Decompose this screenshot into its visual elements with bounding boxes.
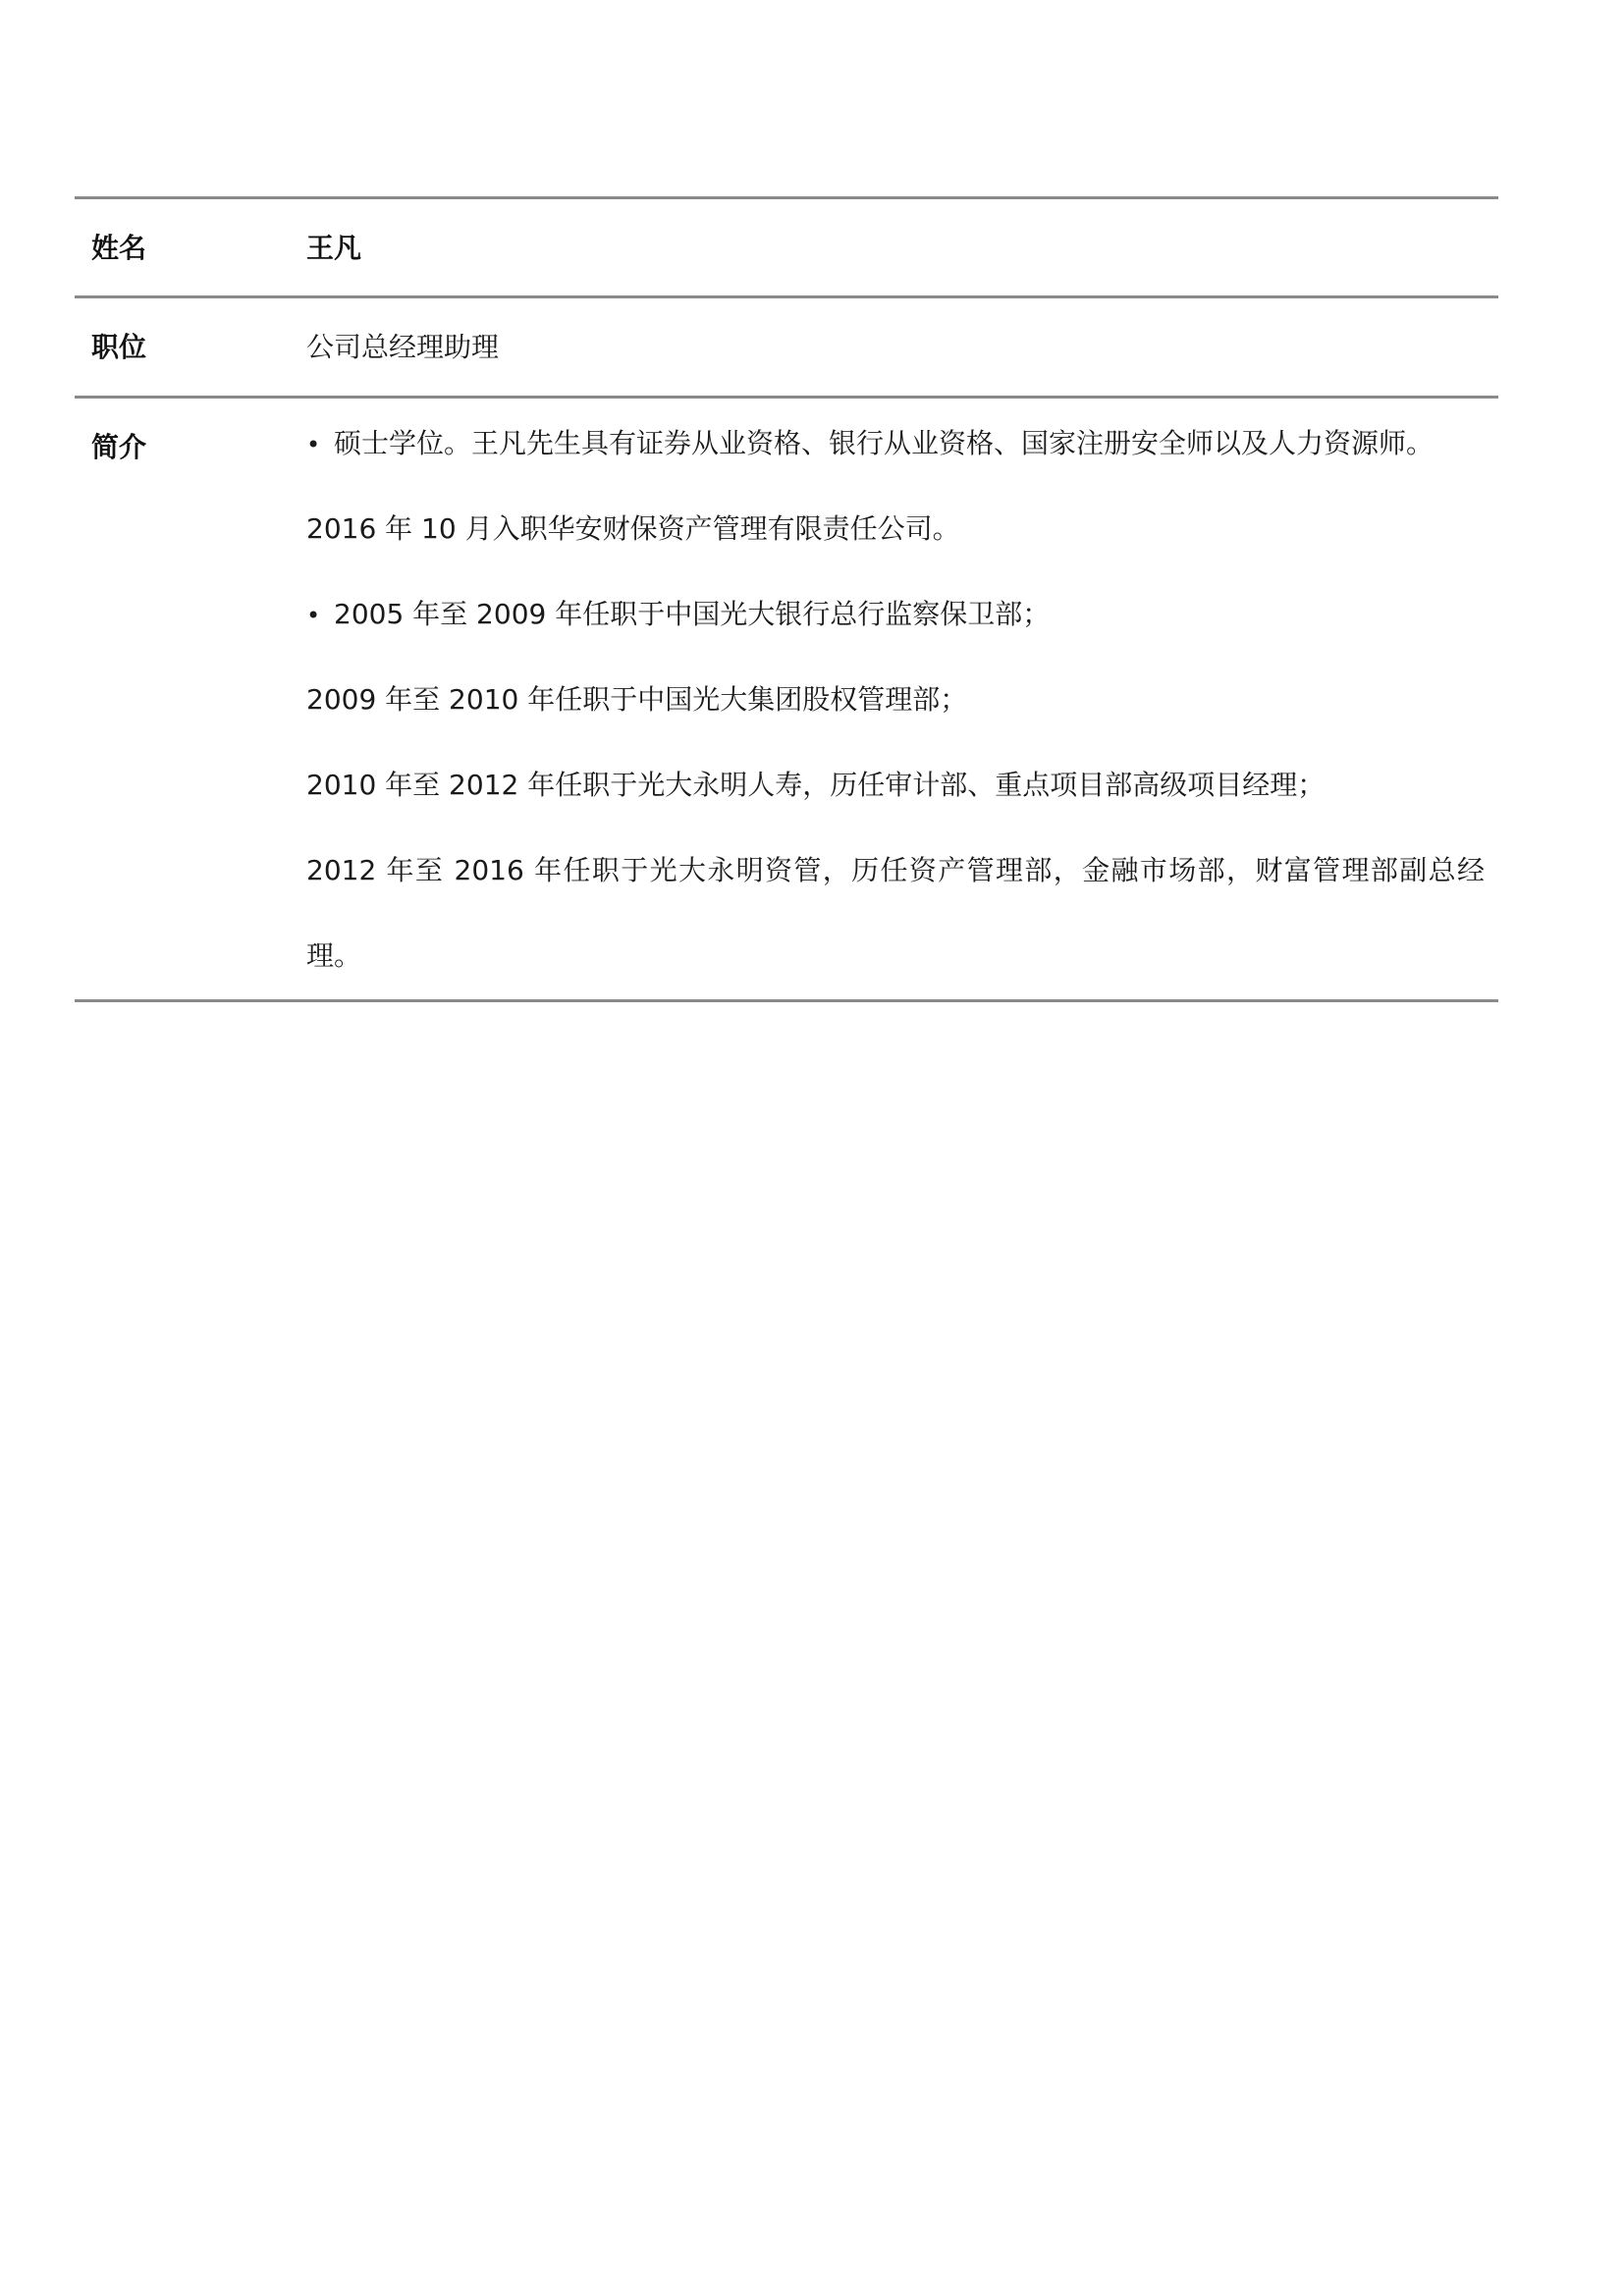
bio-line [306,682,1498,768]
bio-line-text: 2009 年至 2010 年任职于中国光大集团股权管理部； [306,683,968,716]
bio-line-text: 理。 [306,939,362,972]
bio-label: 简介 [91,431,147,463]
bio-line-text: 硕士学位。王凡先生具有证券从业资格、银行从业资格、国家注册安全师以及人力资源师。 [334,427,1435,459]
name-label: 姓名 [91,232,147,264]
bio-line [306,597,1498,682]
bio-line-text: 2005 年至 2009 年任职于中国光大银行总行监察保卫部； [334,598,1051,630]
position-row [75,298,1498,396]
bio-content [306,426,1498,1024]
bio-line [306,853,1485,938]
name-row [75,199,1498,295]
name-value: 王凡 [306,232,362,264]
bio-line [306,511,1498,597]
position-value: 公司总经理助理 [306,331,500,363]
profile-table [75,196,1498,1002]
bio-line-text: 2010 年至 2012 年任职于光大永明人寿，历任审计部、重点项目部高级项目经理； [306,769,1326,801]
bio-line-text: 2012 年至 2016 年任职于光大永明资管，历任资产管理部，金融市场部，财富管理部副总经 [306,854,1485,886]
position-label: 职位 [91,331,147,363]
bio-row [75,399,1498,999]
bio-line [306,938,1498,1024]
bio-line-text: 2016 年 10 月入职华安财保资产管理有限责任公司。 [306,512,960,545]
bullet-icon: • [306,602,321,629]
bio-line [306,426,1498,511]
bio-line [306,768,1498,853]
bullet-icon: • [306,431,321,458]
